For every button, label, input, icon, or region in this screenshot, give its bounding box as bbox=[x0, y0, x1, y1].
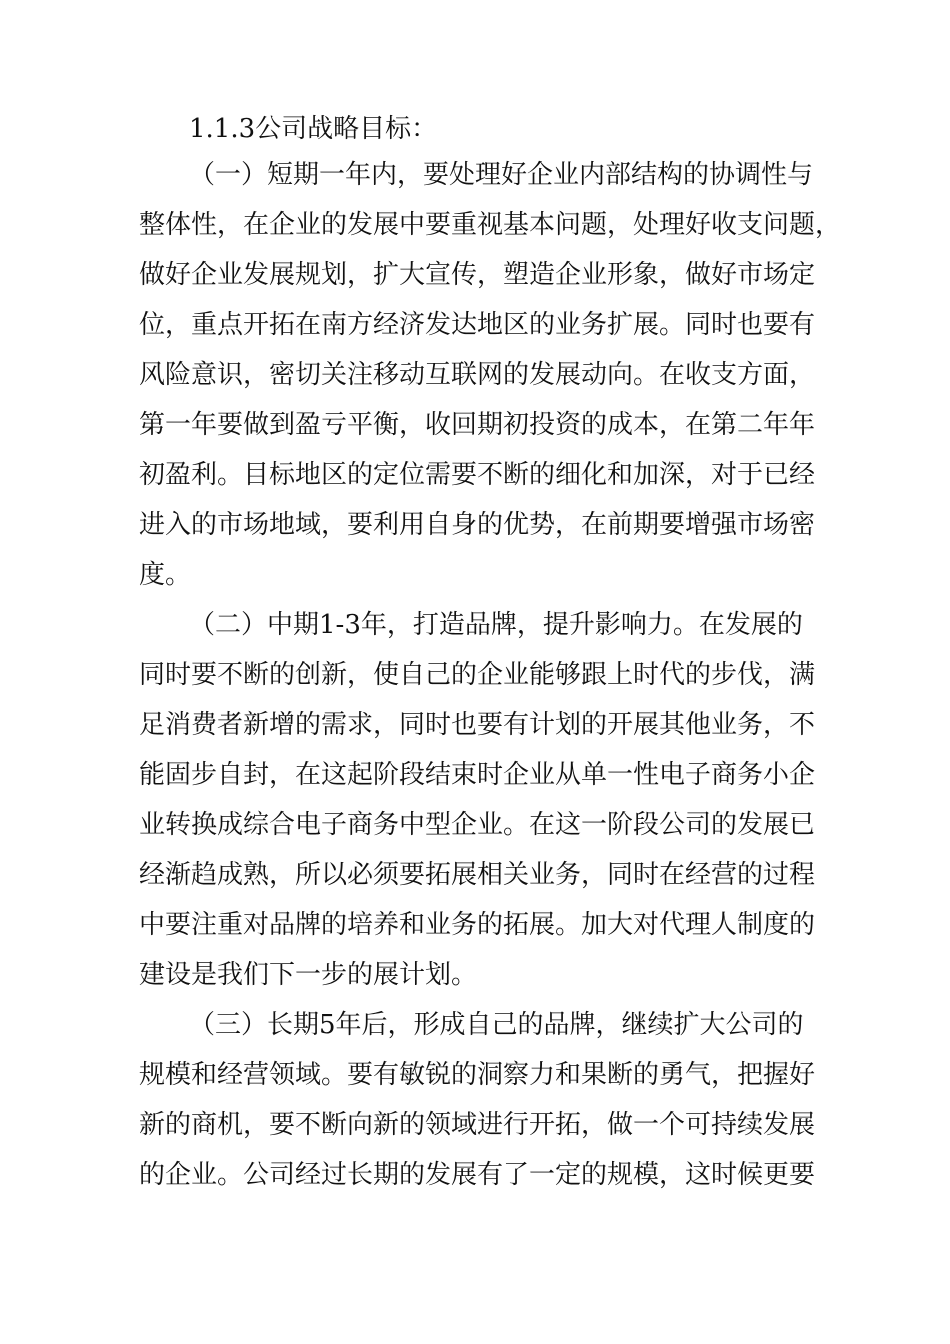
paragraph-1-line: 位，重点开拓在南方经济发达地区的业务扩展。同时也要有 bbox=[139, 310, 816, 340]
paragraph-1-line: 进入的市场地域，要利用自身的优势，在前期要增强市场密 bbox=[139, 510, 816, 540]
paragraph-3-line: 新的商机，要不断向新的领域进行开拓，做一个可持续发展 bbox=[139, 1110, 816, 1140]
paragraph-3-line: 规模和经营领域。要有敏锐的洞察力和果断的勇气，把握好 bbox=[139, 1060, 816, 1090]
paragraph-1-line: 第一年要做到盈亏平衡，收回期初投资的成本，在第二年年 bbox=[139, 410, 816, 440]
paragraph-1-line: 初盈利。目标地区的定位需要不断的细化和加深，对于已经 bbox=[139, 460, 816, 490]
section-heading: 1.1.3公司战略目标： bbox=[189, 114, 438, 144]
paragraph-2-line: 业转换成综合电子商务中型企业。在这一阶段公司的发展已 bbox=[139, 810, 816, 840]
paragraph-2-line: 能固步自封，在这起阶段结束时企业从单一性电子商务小企 bbox=[139, 760, 816, 790]
paragraph-1-line: 风险意识，密切关注移动互联网的发展动向。在收支方面， bbox=[139, 360, 816, 390]
paragraph-2-line: 经渐趋成熟，所以必须要拓展相关业务，同时在经营的过程 bbox=[139, 860, 816, 890]
paragraph-2-line: （二）中期1-3年，打造品牌，提升影响力。在发展的 bbox=[189, 610, 803, 640]
paragraph-3-line: 的企业。公司经过长期的发展有了一定的规模，这时候更要 bbox=[139, 1160, 816, 1190]
paragraph-1-line: 度。 bbox=[139, 560, 192, 590]
paragraph-3-line: （三）长期5年后，形成自己的品牌，继续扩大公司的 bbox=[189, 1010, 804, 1040]
paragraph-1-line: （一）短期一年内，要处理好企业内部结构的协调性与 bbox=[189, 160, 814, 190]
paragraph-2-line: 建设是我们下一步的展计划。 bbox=[139, 960, 478, 990]
paragraph-1-line: 做好企业发展规划，扩大宣传，塑造企业形象，做好市场定 bbox=[139, 260, 816, 290]
paragraph-2-line: 中要注重对品牌的培养和业务的拓展。加大对代理人制度的 bbox=[139, 910, 816, 940]
paragraph-2-line: 同时要不断的创新，使自己的企业能够跟上时代的步伐，满 bbox=[139, 660, 816, 690]
paragraph-1-line: 整体性，在企业的发展中要重视基本问题，处理好收支问题， bbox=[139, 210, 842, 240]
paragraph-2-line: 足消费者新增的需求，同时也要有计划的开展其他业务，不 bbox=[139, 710, 816, 740]
